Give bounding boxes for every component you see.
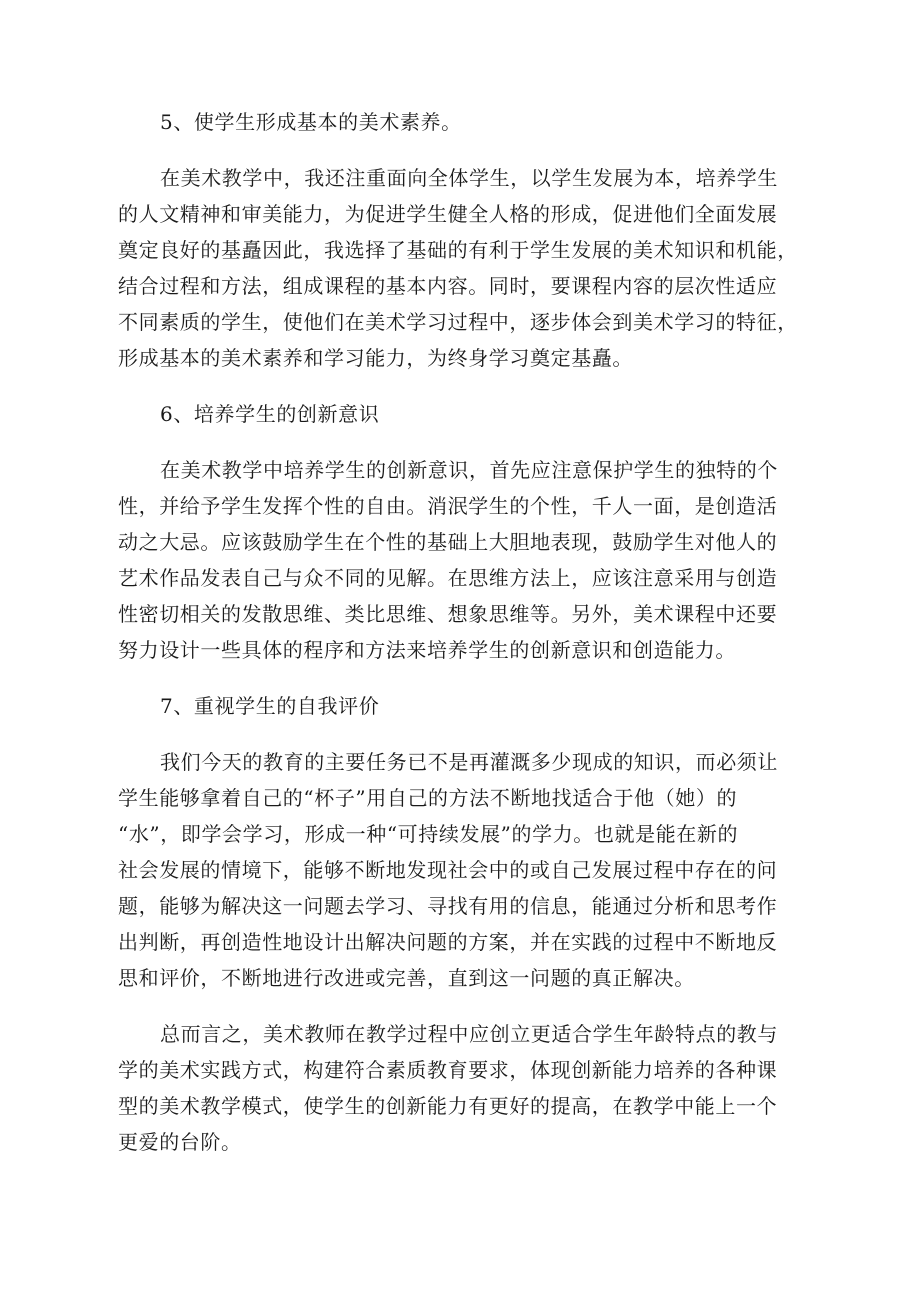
paragraph-6-line-4: 艺术作品发表自己与众不同的见解。在思维方法上，应该注意采用与创造 <box>118 566 778 590</box>
paragraph-5-line-5: 不同素质的学生，使他们在美术学习过程中，逐步体会到美术学习的特征， <box>118 310 798 334</box>
paragraph-7-line-3: “水”，即学会学习，形成一种“可持续发展”的学力。也就是能在新的 <box>118 822 739 846</box>
heading-7: 7、重视学生的自我评价 <box>160 694 380 718</box>
paragraph-5-line-6: 形成基本的美术素养和学习能力，为终身学习奠定基矗。 <box>118 346 633 370</box>
paragraph-7-line-6: 出判断，再创造性地设计出解决问题的方案，并在实践的过程中不断地反 <box>118 930 778 954</box>
paragraph-5-line-2: 的人文精神和审美能力，为促进学生健全人格的形成，促进他们全面发展 <box>118 202 778 226</box>
conclusion-line-4: 更爱的台阶。 <box>118 1130 242 1154</box>
paragraph-5-line-1: 在美术教学中，我还注重面向全体学生，以学生发展为本，培养学生 <box>160 166 778 190</box>
paragraph-5-line-4: 结合过程和方法，组成课程的基本内容。同时，要课程内容的层次性适应 <box>118 274 778 298</box>
paragraph-7-line-2: 学生能够拿着自己的“杯子”用自己的方法不断地找适合于他（她）的 <box>118 786 738 810</box>
paragraph-7-line-7: 思和评价，不断地进行改进或完善，直到这一问题的真正解决。 <box>118 966 695 990</box>
conclusion-line-3: 型的美术教学模式，使学生的创新能力有更好的提高，在教学中能上一个 <box>118 1094 778 1118</box>
paragraph-6-line-5: 性密切相关的发散思维、类比思维、想象思维等。另外，美术课程中还要 <box>118 602 778 626</box>
conclusion-line-1: 总而言之，美术教师在教学过程中应创立更适合学生年龄特点的教与 <box>160 1022 778 1046</box>
paragraph-6-line-2: 性，并给予学生发挥个性的自由。消泯学生的个性，千人一面，是创造活 <box>118 494 778 518</box>
heading-6: 6、培养学生的创新意识 <box>160 402 380 426</box>
paragraph-7-line-4: 社会发展的情境下，能够不断地发现社会中的或自己发展过程中存在的问 <box>118 858 778 882</box>
paragraph-6-line-6: 努力设计一些具体的程序和方法来培养学生的创新意识和创造能力。 <box>118 638 736 662</box>
heading-5: 5、使学生形成基本的美术素养。 <box>160 110 462 134</box>
paragraph-7-line-1: 我们今天的教育的主要任务已不是再灌溉多少现成的知识，而必须让 <box>160 750 778 774</box>
paragraph-6-line-1: 在美术教学中培养学生的创新意识，首先应注意保护学生的独特的个 <box>160 458 778 482</box>
paragraph-6-line-3: 动之大忌。应该鼓励学生在个性的基础上大胆地表现，鼓励学生对他人的 <box>118 530 778 554</box>
paragraph-5-line-3: 奠定良好的基矗因此，我选择了基础的有利于学生发展的美术知识和机能， <box>118 238 798 262</box>
paragraph-7-line-5: 题，能够为解决这一问题去学习、寻找有用的信息，能通过分析和思考作 <box>118 894 778 918</box>
conclusion-line-2: 学的美术实践方式，构建符合素质教育要求，体现创新能力培养的各种课 <box>118 1058 778 1082</box>
